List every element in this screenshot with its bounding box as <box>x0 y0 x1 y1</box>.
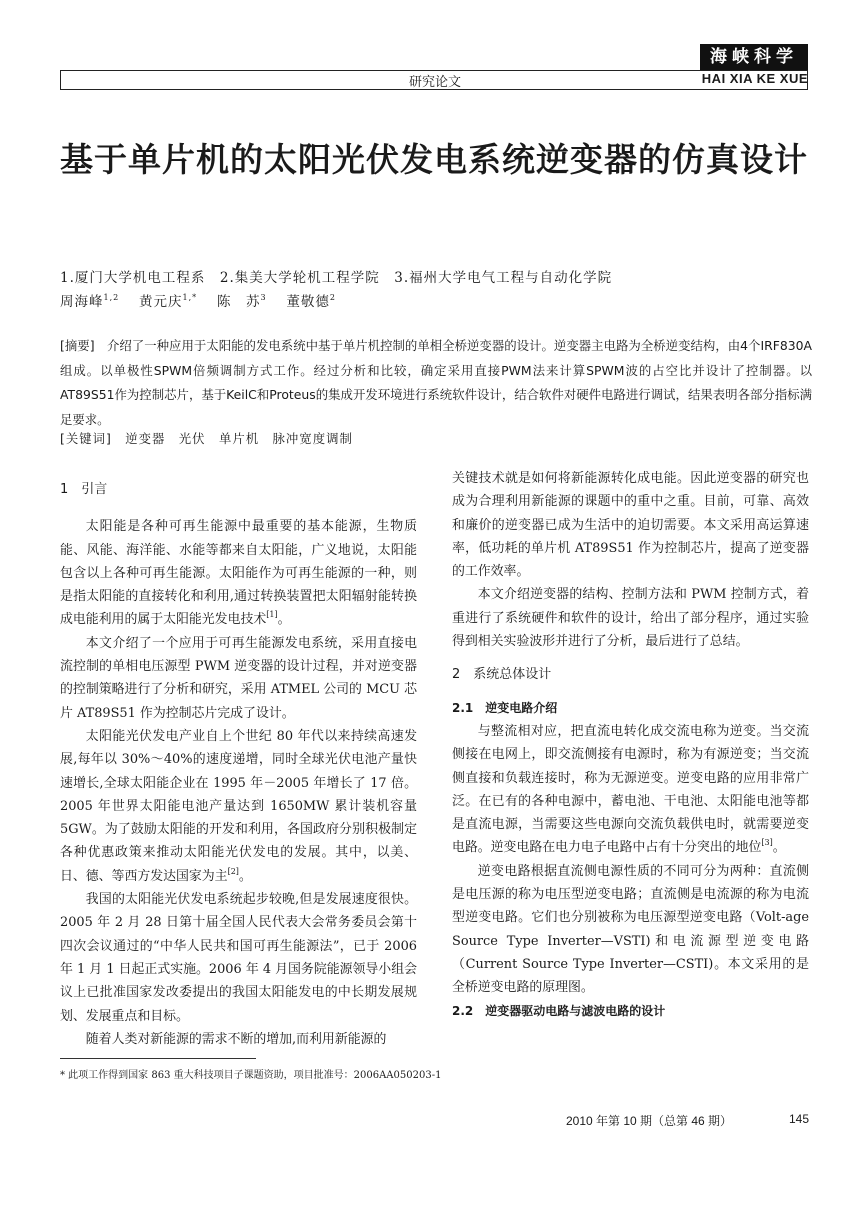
author-list <box>60 290 336 310</box>
footnote: * 此项工作得到国家 863 重大科技项目子课题资助，项目批准号：2006AA050203-1 <box>60 1070 442 1081</box>
author-affil-mark: 1,2 <box>103 293 120 302</box>
author-affil-mark: 2 <box>329 293 336 302</box>
citation-ref: [3] <box>761 838 773 848</box>
left-column <box>60 478 417 1051</box>
section-label: 研究论文 <box>408 75 461 90</box>
journal-masthead: 海峡科学 <box>700 44 808 70</box>
paragraph: 本文介绍逆变器的结构、控制方法和 PWM 控制方式，着重进行了系统硬件和软件的设计，给出了部分程序，通过实验得到相关实验波形并进行了分析，最后进行了总结。 <box>452 587 809 650</box>
subsection-heading-driver: 2.2 逆变器驱动电路与滤波电路的设计 <box>452 1003 666 1018</box>
abstract: [摘要] 介绍了一种应用于太阳能的发电系统中基于单片机控制的单相全桥逆变器的设计。逆变器主电路为全桥逆变结构，由4个IRF830A组成。以单极性SPWM倍频调制方式工作。经过分析和比较，确定采用直接PWM法来计算SPWM波的占空比并设计了控制器。以AT89S51作为控制芯片，基于KeilC和Proteus的集成开发环境进行系统软件设计，结合软件对硬件电路进行调试，结果表明各部分指标满足要求。 <box>60 338 812 427</box>
affiliations: 1.厦门大学机电工程系 2.集美大学轮机工程学院 3.福州大学电气工程与自动化学院 <box>60 270 613 286</box>
footnote-rule <box>60 1058 256 1059</box>
author-affil-mark: 1,* <box>182 293 198 302</box>
author-affil-mark: 3 <box>260 293 267 302</box>
paragraph: 逆变电路根据直流侧电源性质的不同可分为两种：直流侧是电压源的称为电压型逆变电路；直流侧是电流源的称为电流型逆变电路。它们也分别被称为电压源型逆变电路（Volt-age Source Type Inverter—VSTI)和电流源型逆变电路（Current Source Type Inverter—CSTI)。本文采用的是全桥逆变电路的原理图。 <box>452 863 809 996</box>
author-name: 黄元庆 <box>139 294 183 310</box>
journal-name-english: HAI XIA KE XUE <box>701 71 808 86</box>
paragraph: 与整流相对应，把直流电转化成交流电称为逆变。当交流侧接在电网上，即交流侧接有电源时，称为有源逆变；当交流侧直接和负载连接时，称为无源逆变。逆变电路的应用非常广泛。在已有的各种电源中，蓄电池、干电池、太阳能电池等都是直流电源，当需要这些电源向交流负载供电时，就需要逆变电路。逆变电路在电力电子电路中占有十分突出的地位[3]。 <box>452 723 809 856</box>
right-column <box>452 467 809 1023</box>
paragraph: 太阳能光伏发电产业自上个世纪 80 年代以来持续高速发展,每年以 30%～40%的速度递增，同时全球光伏电池产量快速增长,全球太阳能企业在 1995 年－2005 年增长了 17 倍。2005 年世界太阳能电池产量达到 1650MW 累计装机容量 5GW。为了鼓励太阳能的开发和利用，各国政府分别积极制定各种优惠政策来推动太阳能光伏发电的发展。其中，以美、日、德、等西方发达国家为主[2]。 <box>60 728 417 884</box>
section-heading-intro: 1 引言 <box>60 482 108 497</box>
author-name: 陈 苏 <box>216 294 261 310</box>
section-heading-system: 2 系统总体设计 <box>452 667 552 683</box>
issue-info: 2010 年第 10 期（总第 46 期） <box>566 1114 733 1128</box>
paragraph: 我国的太阳能光伏发电系统起步较晚,但是发展速度很快。2005 年 2 月 28 日第十届全国人民代表大会常务委员会第十四次会议通过的“中华人民共和国可再生能源法”，已于 2006 年 1 月 1 日起正式实施。2006 年 4 月国务院能源领导小组会议上已批准国家发改委提出的我国太阳能发电的中长期发展规划、发展重点和目标。 <box>60 892 417 1024</box>
author-name: 周海峰 <box>60 294 104 310</box>
paragraph: 关键技术就是如何将新能源转化成电能。因此逆变器的研究也成为合理利用新能源的课题中的重中之重。目前，可靠、高效和廉价的逆变器已成为生活中的迫切需要。本文采用高运算速率，低功耗的单片机 AT89S51 作为控制芯片，提高了逆变器的工作效率。 <box>452 471 809 580</box>
citation-ref: [1] <box>266 610 278 620</box>
paragraph: 太阳能是各种可再生能源中最重要的基本能源，生物质能、风能、海洋能、水能等都来自太阳能，广义地说，太阳能包含以上各种可再生能源。太阳能作为可再生能源的一种，则是指太阳能的直接转化和利用,通过转换装置把太阳辐射能转换成电能利用的属于太阳能光发电技术[1]。 <box>60 519 417 628</box>
subsection-heading-inverter: 2.1 逆变电路介绍 <box>452 700 558 715</box>
citation-ref: [2] <box>227 866 239 876</box>
keywords: [关键词] 逆变器 光伏 单片机 脉冲宽度调制 <box>60 431 353 446</box>
author-name: 董敬德 <box>286 294 330 310</box>
page-number: 145 <box>789 1112 810 1126</box>
paper-title: 基于单片机的太阳光伏发电系统逆变器的仿真设计 <box>60 140 808 179</box>
paragraph: 本文介绍了一个应用于可再生能源发电系统，采用直接电流控制的单相电压源型 PWM 逆变器的设计过程，并对逆变器的控制策略进行了分析和研究，采用 ATMEL 公司的 MCU 芯片 AT89S51 作为控制芯片完成了设计。 <box>60 635 417 721</box>
paragraph: 随着人类对新能源的需求不断的增加,而利用新能源的 <box>85 1031 387 1047</box>
